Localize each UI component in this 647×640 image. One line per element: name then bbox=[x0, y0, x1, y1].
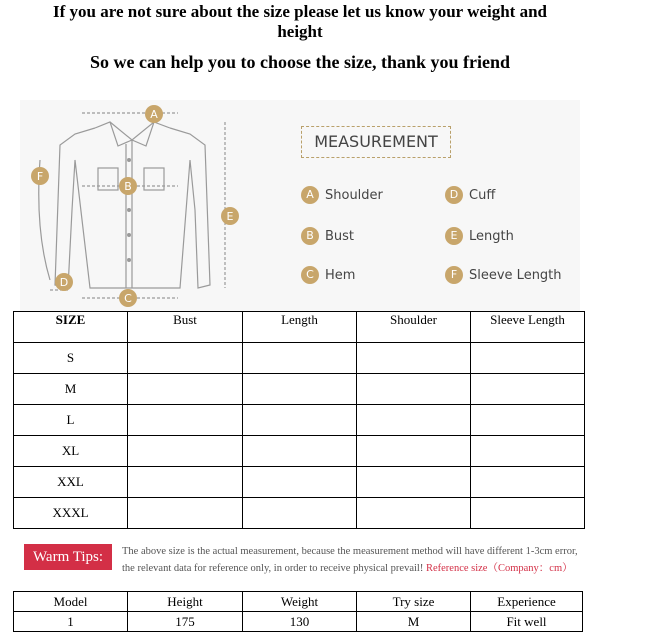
header-try-size: Try size bbox=[357, 592, 471, 612]
model-table bbox=[13, 591, 583, 632]
value-cell bbox=[128, 405, 243, 436]
value-cell bbox=[357, 374, 471, 405]
marker-e-label: E bbox=[226, 210, 234, 223]
warm-tips-text bbox=[122, 543, 642, 577]
marker-b-label: B bbox=[124, 180, 132, 193]
model-table-header bbox=[14, 592, 583, 612]
size-table bbox=[13, 311, 585, 529]
header-model: Model bbox=[14, 592, 128, 612]
legend-label-sleeve-length: Sleeve Length bbox=[469, 267, 562, 283]
value-cell bbox=[243, 343, 357, 374]
header-shoulder: Shoulder bbox=[357, 312, 471, 343]
height-cell: 175 bbox=[128, 612, 243, 632]
legend-badge-e: E bbox=[445, 227, 463, 245]
value-cell bbox=[128, 374, 243, 405]
value-cell bbox=[357, 498, 471, 529]
header-weight: Weight bbox=[243, 592, 357, 612]
legend-badge-a: A bbox=[301, 186, 319, 204]
header-experience: Experience bbox=[471, 592, 583, 612]
size-cell: S bbox=[14, 343, 128, 374]
value-cell bbox=[243, 436, 357, 467]
value-cell bbox=[243, 374, 357, 405]
legend-label-hem: Hem bbox=[325, 267, 356, 283]
legend-length bbox=[445, 227, 514, 245]
size-cell: XXXL bbox=[14, 498, 128, 529]
value-cell bbox=[471, 405, 585, 436]
legend-bust bbox=[301, 227, 354, 245]
value-cell bbox=[357, 343, 471, 374]
table-row bbox=[14, 405, 585, 436]
table-row bbox=[14, 498, 585, 529]
value-cell bbox=[128, 343, 243, 374]
table-row bbox=[14, 343, 585, 374]
reference-size-note: Reference size（Company：cm） bbox=[425, 563, 573, 574]
notice-line-1 bbox=[0, 2, 600, 42]
value-cell bbox=[471, 498, 585, 529]
legend-cuff bbox=[445, 186, 495, 204]
size-cell: XXL bbox=[14, 467, 128, 498]
header-height: Height bbox=[128, 592, 243, 612]
header-bust: Bust bbox=[128, 312, 243, 343]
measurement-diagram bbox=[20, 100, 580, 312]
value-cell bbox=[471, 374, 585, 405]
legend-hem bbox=[301, 266, 355, 284]
value-cell bbox=[243, 498, 357, 529]
table-row bbox=[14, 612, 583, 632]
value-cell bbox=[128, 436, 243, 467]
size-cell: L bbox=[14, 405, 128, 436]
marker-f-label: F bbox=[36, 170, 44, 183]
table-row bbox=[14, 374, 585, 405]
value-cell bbox=[357, 405, 471, 436]
marker-c-label: C bbox=[124, 292, 132, 305]
legend-sleeve-length bbox=[445, 266, 562, 284]
legend-badge-f: F bbox=[445, 266, 463, 284]
table-row bbox=[14, 436, 585, 467]
tip-line-2-text: the relevant data for reference only, in order to receive physical prevail! bbox=[122, 563, 424, 574]
value-cell bbox=[243, 467, 357, 498]
table-row bbox=[14, 467, 585, 498]
value-cell bbox=[243, 405, 357, 436]
legend-badge-d: D bbox=[445, 186, 463, 204]
value-cell bbox=[357, 467, 471, 498]
measurement-title: MEASUREMENT bbox=[301, 126, 451, 158]
experience-cell: Fit well bbox=[471, 612, 583, 632]
legend-label-cuff: Cuff bbox=[469, 187, 496, 203]
tip-line-2 bbox=[122, 560, 642, 577]
try-size-cell: M bbox=[357, 612, 471, 632]
notice-text-1a: If you are not sure about the size please let us know your weight and bbox=[53, 2, 547, 21]
header-length: Length bbox=[243, 312, 357, 343]
header-size: SIZE bbox=[14, 312, 128, 343]
model-cell: 1 bbox=[14, 612, 128, 632]
marker-a-label: A bbox=[150, 108, 158, 121]
legend-shoulder bbox=[301, 186, 383, 204]
size-cell: XL bbox=[14, 436, 128, 467]
weight-cell: 130 bbox=[243, 612, 357, 632]
size-cell: M bbox=[14, 374, 128, 405]
value-cell bbox=[357, 436, 471, 467]
header-sleeve-length: Sleeve Length bbox=[471, 312, 585, 343]
legend-label-bust: Bust bbox=[325, 228, 355, 244]
value-cell bbox=[471, 467, 585, 498]
value-cell bbox=[128, 498, 243, 529]
notice-line-2: So we can help you to choose the size, thank you friend bbox=[89, 52, 511, 72]
legend-label-length: Length bbox=[469, 228, 514, 244]
tip-line-1: The above size is the actual measurement, because the measurement method will have different 1-3cm error, bbox=[122, 546, 578, 557]
size-table-header bbox=[14, 312, 585, 343]
value-cell bbox=[471, 436, 585, 467]
legend-badge-c: C bbox=[301, 266, 319, 284]
value-cell bbox=[471, 343, 585, 374]
notice-text-1b: height bbox=[277, 22, 323, 41]
warm-tips-badge: Warm Tips: bbox=[24, 544, 112, 570]
value-cell bbox=[128, 467, 243, 498]
marker-d-label: D bbox=[59, 276, 69, 289]
legend-badge-b: B bbox=[301, 227, 319, 245]
legend-label-shoulder: Shoulder bbox=[325, 187, 383, 203]
